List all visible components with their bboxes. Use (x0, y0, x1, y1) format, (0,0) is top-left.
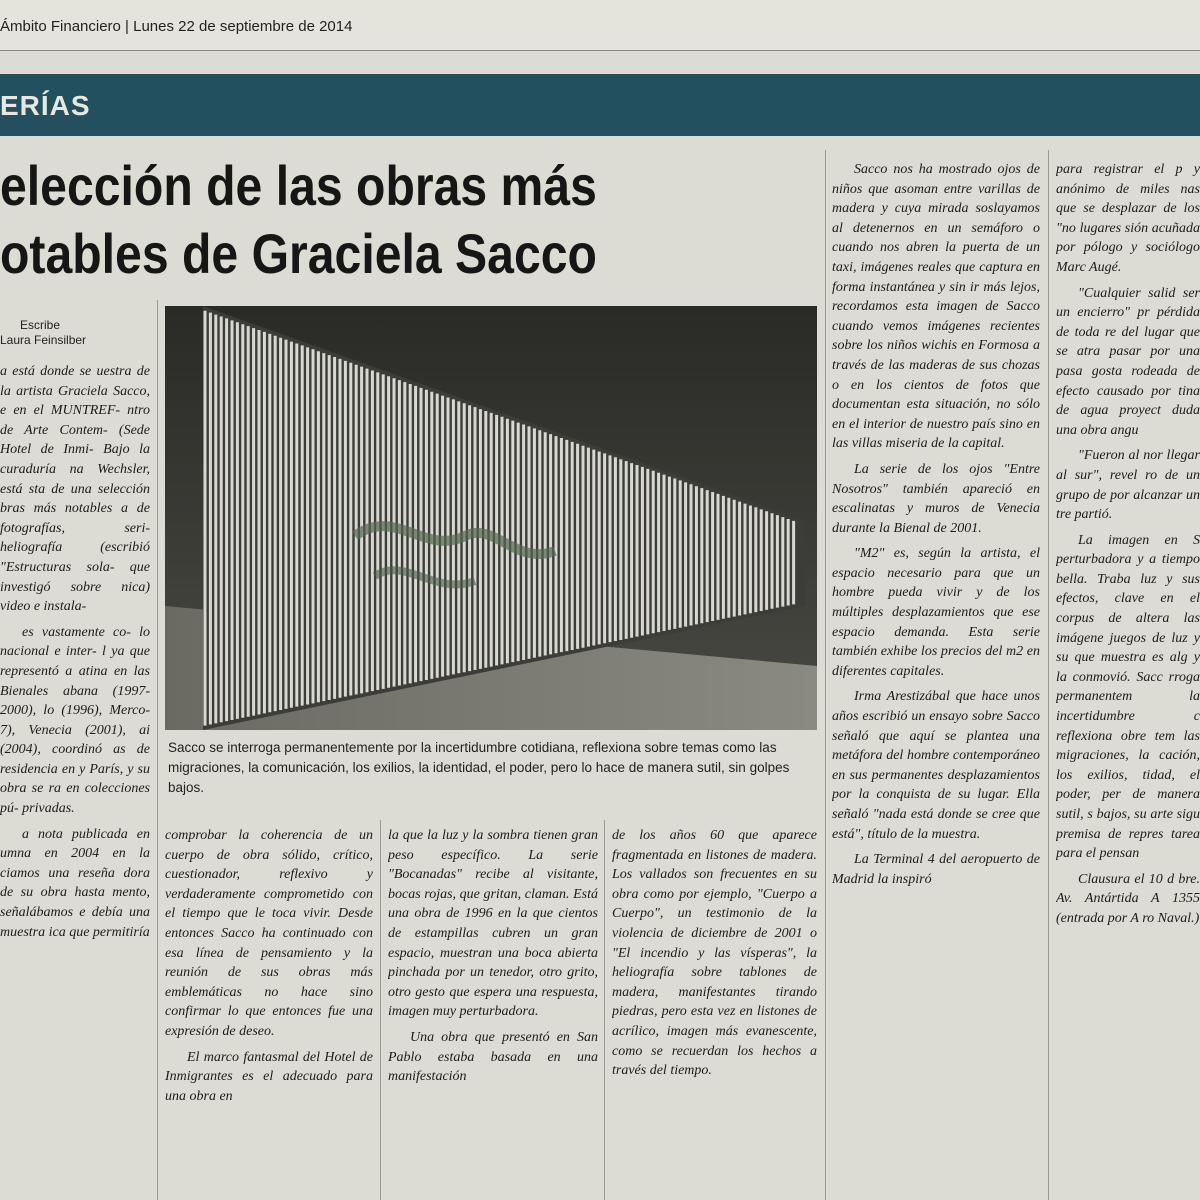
paragraph: La serie de los ojos "Entre Nosotros" también apareció en escalinatas y muros de Venecia durante la Bienal de 2001. (832, 461, 1040, 536)
paragraph: de los años 60 que aparece fragmentada en listones de madera. Los vallados son frecuentes en su obra como por ejemplo, "Cuerpo a Cuerpo", un testimonio de la violencia de diciembre de 2001 o "El incendio y las vísperas", la heliografía sobre tablones de madera, manifestantes tirando piedras, pero esta vez en listones de acrílico, imagen más evanescente, como se recuerdan los hechos a través del tiempo. (612, 828, 817, 1079)
article-column-3 (388, 826, 598, 1200)
dateline: Ámbito Financiero | Lunes 22 de septiembre de 2014 (0, 18, 353, 35)
paragraph: Una obra que presentó en San Pablo estaba basada en una manifestación (388, 1029, 598, 1085)
paragraph: Clausura el 10 d bre. Av. Antártida A 1355 (entrada por A ro Naval.) (1056, 871, 1200, 926)
paragraph: El marco fantasmal del Hotel de Inmigrantes es el adecuado para una obra en (165, 1049, 373, 1104)
headline-line-2: otables de Graciela Sacco (0, 222, 597, 285)
section-bar (0, 74, 1200, 136)
headline (0, 152, 714, 288)
photo-caption: Sacco se interroga permanentemente por la incertidumbre cotidiana, reflexiona sobre temas como las migraciones, la comunicación, los exilios, la identidad, el poder, pero lo hace de manera sutil, sin golpes bajos. (168, 740, 790, 795)
paragraph: La imagen en S perturbadora y a tiempo bella. Traba luz y sus efectos, clave en el corpus de altera las imágene juegos de luz y su que muestra es alg y la conmovió. Sacc rroga permanentem la incertidumbre c reflexiona obre tem las migraciones, la cación, los exilios, tidad, el poder, per de manera sutil, s bajos, su arte sigu premisa de repres tarea para el pensan (1056, 532, 1200, 862)
page-header (0, 0, 1200, 51)
paragraph: para registrar el p y anónimo de miles nas que se desplazar de los "no lugares sión acuñada por pólogo y sociólogo Marc Augé. (1056, 162, 1200, 275)
paragraph: es vastamente co- lo nacional e inter- l ya que representó a atina en las Bienales abana (1997-2000), lo (1996), Merco- 7), Venecia (2001), ai (2004), coordinó as de residencia en y París, y su obra se ra en colecciones pú- privadas. (0, 624, 150, 817)
column-divider (604, 820, 605, 1200)
article-column-5 (832, 160, 1040, 1200)
photo-icon (165, 306, 817, 730)
column-divider (157, 300, 158, 1200)
article-column-4 (612, 826, 817, 1200)
paragraph: comprobar la coherencia de un cuerpo de obra sólido, crítico, cuestionador, reflexivo y verdaderamente comprometido con el tiempo que le toca vivir. Desde entonces Sacco ha continuado con esa línea de pensamiento y la reunión de sus obras más emblemáticas no hace sino confirmar lo que entonces fue una expresión de deseo. (165, 828, 373, 1039)
paragraph: Sacco nos ha mostrado ojos de niños que asoman entre varillas de madera y cuya mirada soslayamos al detenernos en un semáforo o cuando nos abren la puerta de un taxi, imágenes reales que captura en forma instantánea y sin ir más lejos, recordamos esta imagen de Sacco cuando vemos imágenes recientes sobre los niños wichis en Formosa a través de las maderas de sus chozas o en los cientos de fotos que documentan esta situación, no sólo en el interior de nuestro país sino en las villas miseria de la capital. (832, 162, 1040, 452)
paragraph: "Cualquier salid ser un encierro" pr pérdida de toda re del lugar que se atra pasar por una pasa gosta rodeada de efecto causado por tina de agua proyect duda una obra angu (1056, 285, 1200, 438)
article-column-2 (165, 826, 373, 1200)
column-divider (825, 150, 826, 1200)
paragraph: "M2" es, según la artista, el espacio necesario para que un hombre pueda vivir y de los múltiples desplazamientos que ese espacio demanda. Esta serie también exhibe los precios del m2 en diferentes capitales. (832, 546, 1040, 679)
byline (0, 318, 160, 348)
article-photo (165, 306, 817, 730)
paragraph: a está donde se uestra de la artista Graciela Sacco, e en el MUNTREF- ntro de Arte Contem- (Sede Hotel de Inmi- Bajo la curaduría na Wechsler, está sta de una selección bras más notables a de fotografías, seri- heliografía (escribió "Estructuras sola- que investigó sobre nica) video e instala- (0, 364, 150, 615)
paragraph: Irma Arestizábal que hace unos años escribió un ensayo sobre Sacco señaló que aquí se plantea una metáfora del hombre contemporáneo en sus permanentes desplazamientos por la conquista de su lugar. Ella señaló "nada está donde se cree que está", título de la muestra. (832, 689, 1040, 842)
paragraph: a nota publicada en umna en 2004 en la ciamos una reseña dora de su obra hasta mento, señalábamos e debía una muestra ica que permitiría (0, 826, 150, 940)
column-divider (380, 820, 381, 1200)
article-column-6 (1056, 160, 1200, 1200)
byline-author: Laura Feinsilber (0, 333, 87, 347)
headline-line-1: elección de las obras más (0, 154, 597, 217)
article-column-1 (0, 362, 150, 1197)
section-label: ERÍAS (0, 90, 91, 121)
paragraph: la que la luz y la sombra tienen gran peso específico. La serie "Bocanadas" recibe al visitante, bocas rojas, que gritan, claman. Está una obra de 1996 en la que cientos de estampillas cubren un gran espacio, muestran una boca abierta pinchada por un tenedor, otro grito, otro gesto que espera una respuesta, imagen muy perturbadora. (388, 828, 598, 1020)
paragraph: "Fueron al nor llegar al sur", revel ro de un grupo de por alcanzar un tre partió. (1056, 448, 1200, 523)
column-divider (1048, 150, 1049, 1200)
byline-label: Escribe (20, 318, 61, 332)
paragraph: La Terminal 4 del aeropuerto de Madrid la inspiró (832, 852, 1040, 887)
